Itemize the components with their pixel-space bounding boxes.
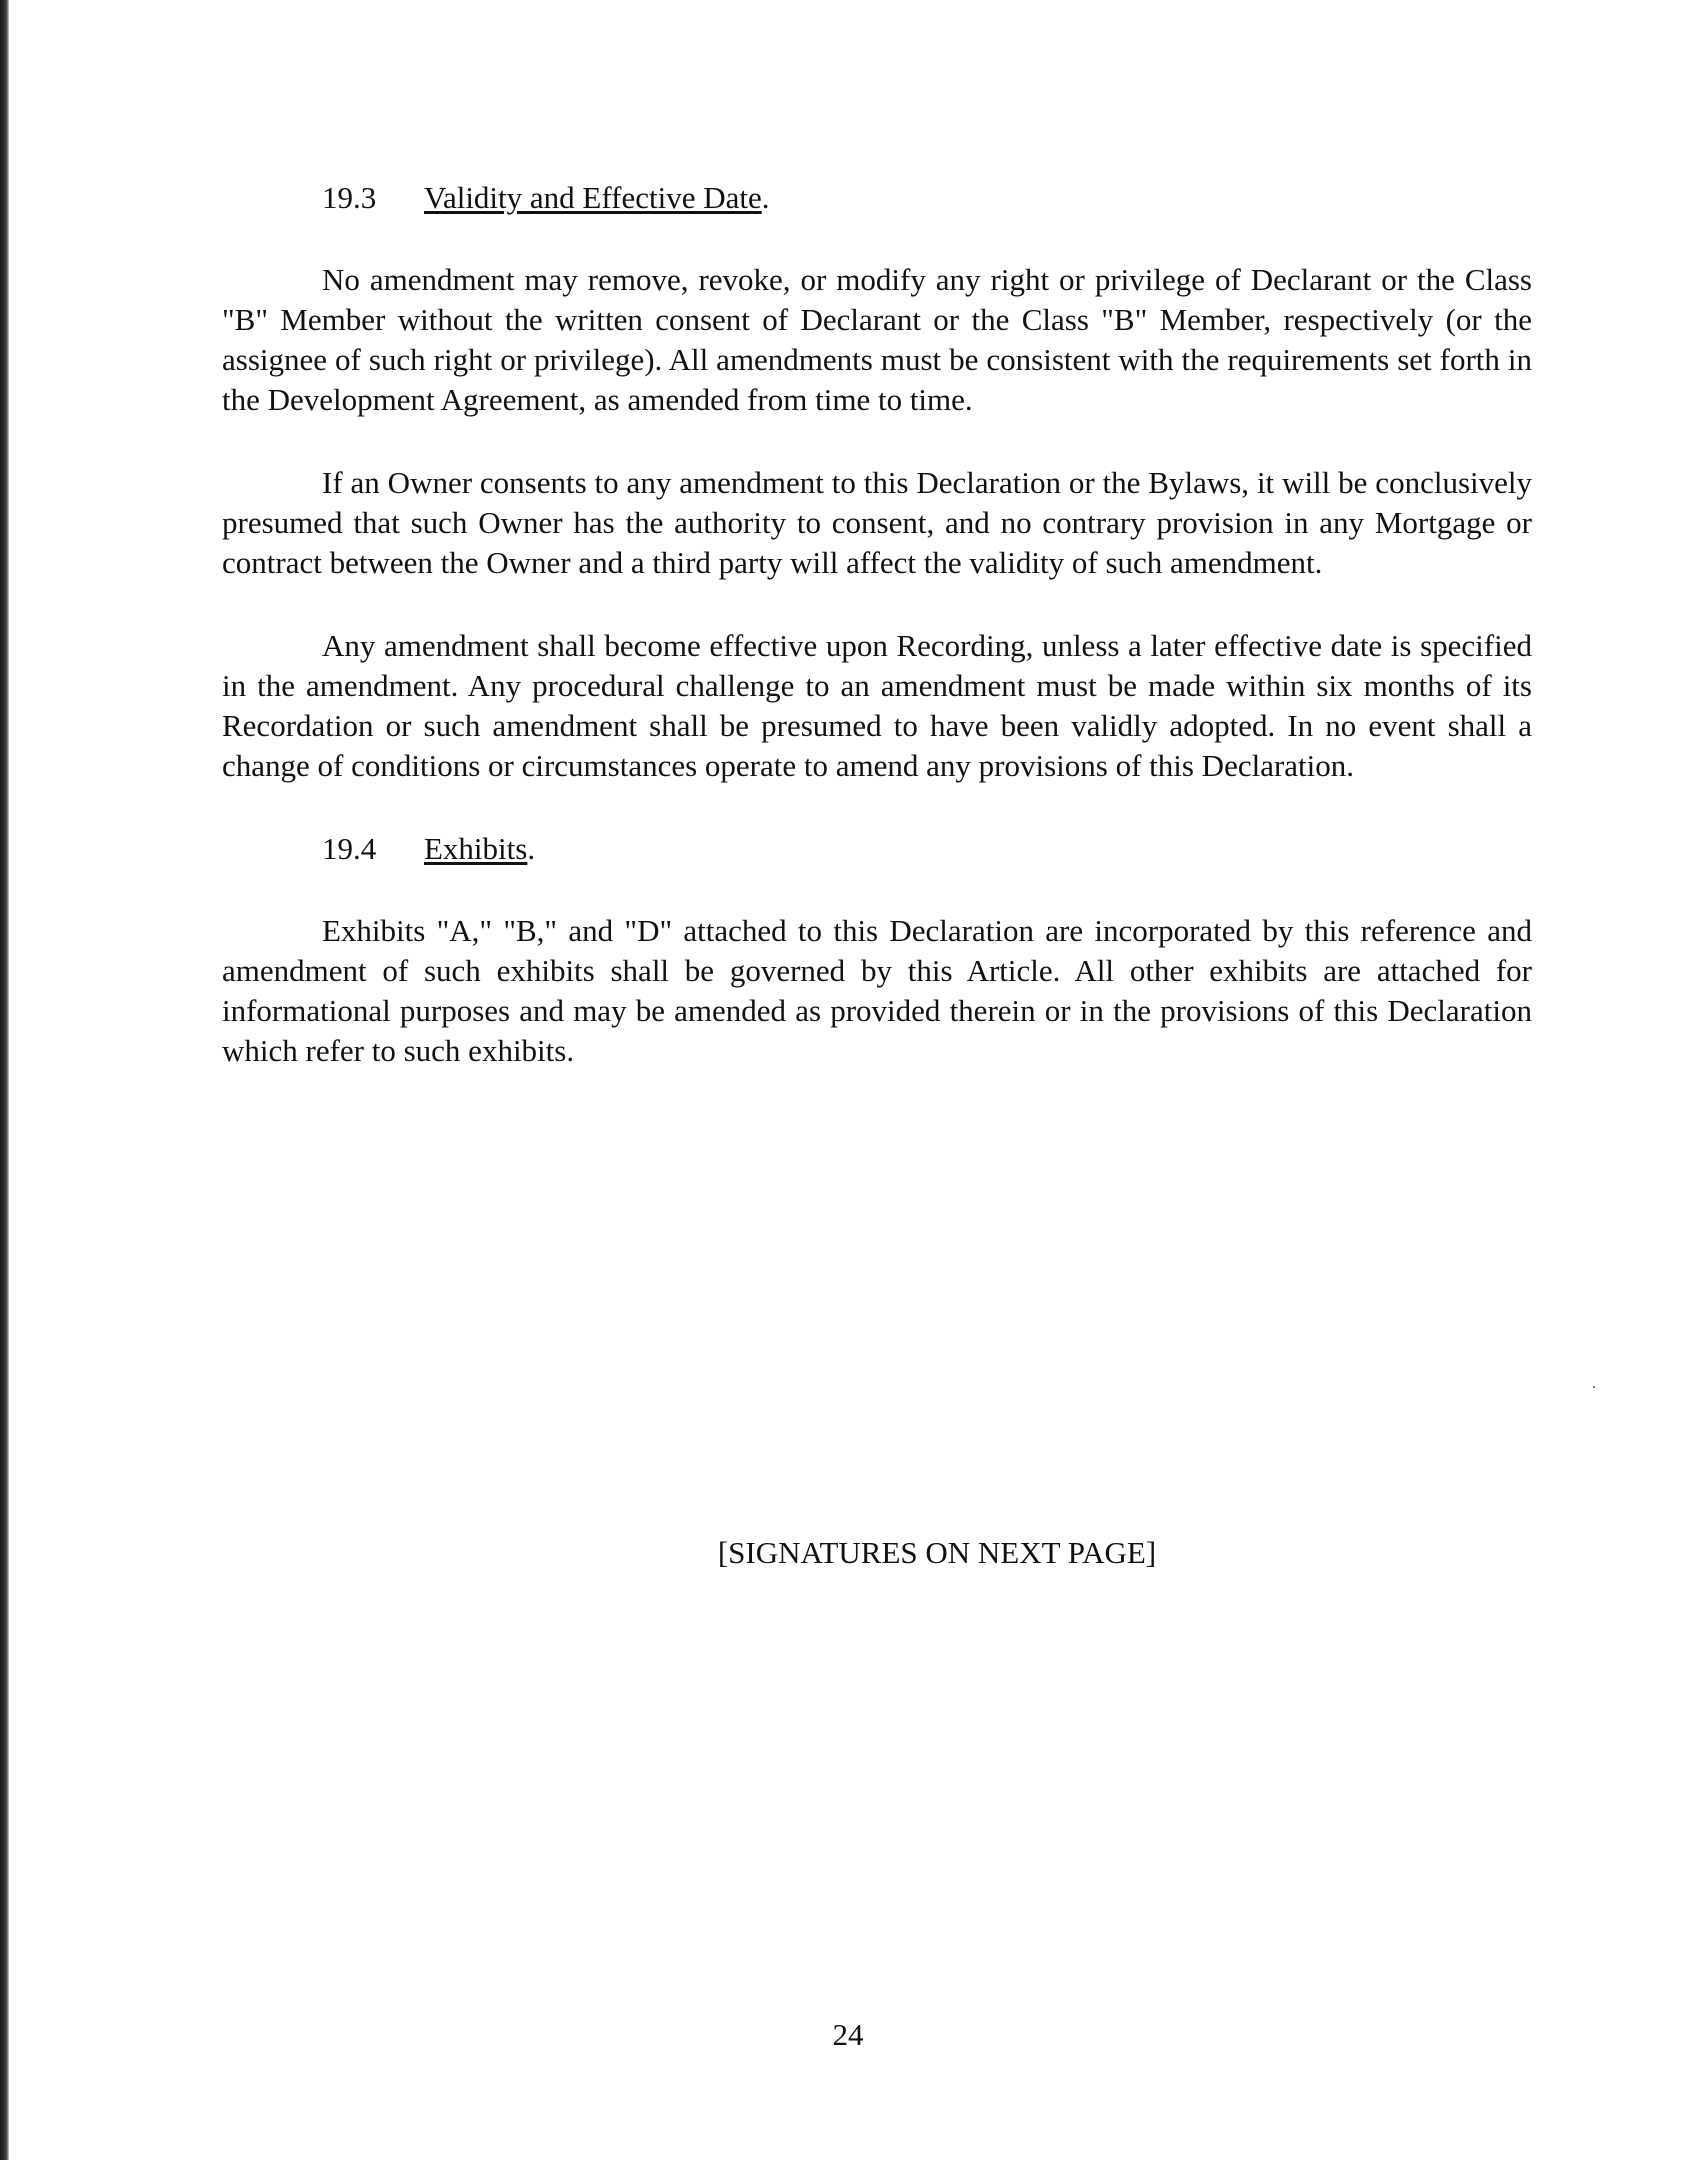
page-number: 24	[832, 2017, 864, 2052]
section-title: Exhibits	[424, 831, 528, 866]
section-number: 19.3	[322, 180, 377, 215]
paragraph: No amendment may remove, revoke, or modify any right or privilege of Declarant or the Class "B" Member without the written consent of Declarant or the Class "B" Member, respectively (or the assignee of such right or privilege). All amendments must be consistent with the requirements set forth in the Development Agreement, as amended from time to time.	[222, 262, 1532, 417]
heading-period: .	[527, 831, 536, 866]
heading-period: .	[761, 180, 770, 215]
section-number: 19.4	[322, 831, 377, 866]
paragraph: Exhibits "A," "B," and "D" attached to this Declaration are incorporated by this reference and amendment of such exhibits shall be governed by this Article. All other exhibits are attached for informational purposes and may be amended as provided therein or in the provisions of this Declaration which refer to such exhibits.	[222, 913, 1532, 1068]
paragraph: If an Owner consents to any amendment to this Declaration or the Bylaws, it will be conclusively presumed that such Owner has the authority to consent, and no contrary provision in any Mortgage or contract between the Owner and a third party will affect the validity of such amendment.	[222, 465, 1532, 580]
signatures-note: [SIGNATURES ON NEXT PAGE]	[717, 1535, 1157, 1570]
document-page	[222, 178, 1532, 1570]
section-heading-19-3	[222, 178, 1532, 218]
scan-edge	[0, 0, 9, 2160]
scan-speck	[1593, 1386, 1595, 1388]
paragraph: Any amendment shall become effective upon Recording, unless a later effective date is specified in the amendment. Any procedural challenge to an amendment must be made within six months of its Recordation or such amendment shall be presumed to have been validly adopted. In no event shall a change of conditions or circumstances operate to amend any provisions of this Declaration.	[222, 628, 1532, 783]
section-title: Validity and Effective Date	[424, 180, 762, 215]
section-heading-19-4	[222, 829, 1532, 869]
